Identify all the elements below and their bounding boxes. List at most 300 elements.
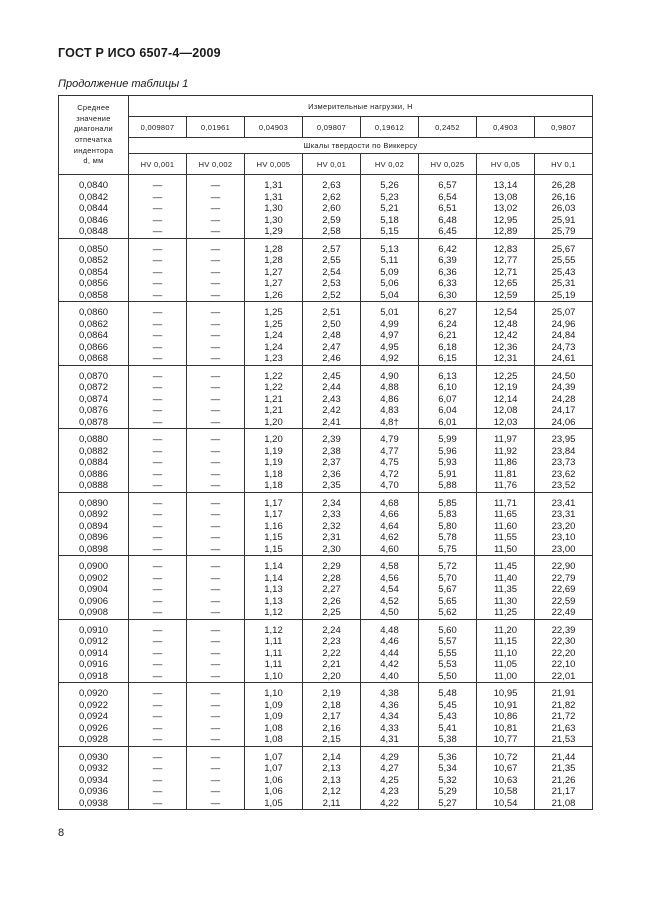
table-row (59, 244, 593, 256)
hardness-cell: 4,97 (361, 330, 419, 342)
hardness-cell: 6,54 (419, 192, 477, 204)
empty-value-cell: — (187, 192, 245, 204)
hardness-cell: 2,27 (303, 584, 361, 596)
hardness-cell: 1,30 (245, 215, 303, 227)
hardness-cell: 1,18 (245, 480, 303, 492)
hardness-cell: 1,31 (245, 192, 303, 204)
hardness-cell: 22,20 (535, 648, 593, 660)
table-row (59, 255, 593, 267)
table-row (59, 798, 593, 810)
scale-header: HV 0,1 (535, 154, 593, 175)
vickers-hardness-table (58, 95, 593, 810)
table-row (59, 711, 593, 723)
empty-value-cell: — (129, 417, 187, 429)
hardness-cell: 10,91 (477, 700, 535, 712)
hardness-cell: 4,79 (361, 434, 419, 446)
empty-value-cell: — (187, 775, 245, 787)
hardness-cell: 22,69 (535, 584, 593, 596)
hardness-cell: 6,15 (419, 353, 477, 365)
hardness-cell: 5,06 (361, 278, 419, 290)
table-row (59, 342, 593, 354)
hardness-cell: 2,57 (303, 244, 361, 256)
hardness-cell: 6,51 (419, 203, 477, 215)
hardness-cell: 4,64 (361, 521, 419, 533)
hardness-cell: 21,17 (535, 786, 593, 798)
hardness-cell: 12,89 (477, 226, 535, 238)
table-row (59, 480, 593, 492)
hardness-cell: 4,88 (361, 382, 419, 394)
hardness-cell: 22,59 (535, 596, 593, 608)
header-line: отпечатка (74, 135, 113, 144)
hardness-cell: 4,23 (361, 786, 419, 798)
hardness-cell: 5,53 (419, 659, 477, 671)
empty-value-cell: — (187, 723, 245, 735)
hardness-cell: 25,55 (535, 255, 593, 267)
hardness-cell: 4,75 (361, 457, 419, 469)
hardness-cell: 21,82 (535, 700, 593, 712)
diagonal-cell: 0,0930 (59, 752, 129, 764)
table-row (59, 752, 593, 764)
empty-value-cell: — (129, 584, 187, 596)
hardness-cell: 5,85 (419, 498, 477, 510)
hardness-cell: 2,25 (303, 607, 361, 619)
hardness-cell: 2,43 (303, 394, 361, 406)
hardness-cell: 26,28 (535, 180, 593, 192)
diagonal-cell: 0,0892 (59, 509, 129, 521)
empty-value-cell: — (129, 330, 187, 342)
empty-value-cell: — (129, 723, 187, 735)
empty-value-cell: — (129, 798, 187, 810)
hardness-cell: 21,08 (535, 798, 593, 810)
diagonal-cell: 0,0864 (59, 330, 129, 342)
hardness-cell: 1,15 (245, 532, 303, 544)
hardness-cell: 22,79 (535, 573, 593, 585)
header-line: индентора (73, 145, 114, 155)
hardness-cell: 10,81 (477, 723, 535, 735)
diagonal-cell: 0,0918 (59, 671, 129, 683)
hardness-cell: 2,37 (303, 457, 361, 469)
hardness-cell: 11,76 (477, 480, 535, 492)
hardness-cell: 2,28 (303, 573, 361, 585)
hardness-cell: 1,12 (245, 625, 303, 637)
scale-header: HV 0,001 (129, 154, 187, 175)
hardness-cell: 4,86 (361, 394, 419, 406)
hardness-cell: 1,13 (245, 584, 303, 596)
empty-value-cell: — (187, 786, 245, 798)
table-row (59, 446, 593, 458)
hardness-cell: 2,58 (303, 226, 361, 238)
table-row (59, 290, 593, 302)
hardness-cell: 11,92 (477, 446, 535, 458)
hardness-cell: 6,24 (419, 319, 477, 331)
hardness-cell: 2,32 (303, 521, 361, 533)
table-row (59, 382, 593, 394)
table-row (59, 671, 593, 683)
hardness-cell: 5,27 (419, 798, 477, 810)
empty-value-cell: — (187, 584, 245, 596)
load-value-header: 0,01961 (187, 117, 245, 138)
table-row (59, 394, 593, 406)
empty-value-cell: — (187, 417, 245, 429)
empty-value-cell: — (129, 688, 187, 700)
hardness-cell: 2,47 (303, 342, 361, 354)
table-row (59, 636, 593, 648)
empty-value-cell: — (187, 446, 245, 458)
diagonal-cell: 0,0936 (59, 786, 129, 798)
hardness-cell: 5,65 (419, 596, 477, 608)
table-row (59, 267, 593, 279)
hardness-cell: 5,57 (419, 636, 477, 648)
hardness-cell: 5,13 (361, 244, 419, 256)
hardness-cell: 5,62 (419, 607, 477, 619)
table-row (59, 723, 593, 735)
hardness-cell: 12,54 (477, 307, 535, 319)
hardness-cell: 5,38 (419, 734, 477, 746)
hardness-cell: 26,16 (535, 192, 593, 204)
hardness-cell: 12,08 (477, 405, 535, 417)
table-row (59, 596, 593, 608)
hardness-cell: 2,29 (303, 561, 361, 573)
empty-value-cell: — (187, 607, 245, 619)
hardness-cell: 1,17 (245, 509, 303, 521)
table-row (59, 509, 593, 521)
hardness-cell: 21,44 (535, 752, 593, 764)
hardness-cell: 1,27 (245, 267, 303, 279)
hardness-cell: 4,58 (361, 561, 419, 573)
empty-value-cell: — (129, 607, 187, 619)
table-row (59, 786, 593, 798)
hardness-cell: 4,60 (361, 544, 419, 556)
empty-value-cell: — (187, 688, 245, 700)
diagonal-cell: 0,0846 (59, 215, 129, 227)
hardness-cell: 6,33 (419, 278, 477, 290)
hardness-cell: 1,20 (245, 417, 303, 429)
hardness-cell: 26,03 (535, 203, 593, 215)
diagonal-cell: 0,0894 (59, 521, 129, 533)
empty-value-cell: — (129, 255, 187, 267)
hardness-cell: 4,66 (361, 509, 419, 521)
empty-value-cell: — (129, 457, 187, 469)
hardness-cell: 4,62 (361, 532, 419, 544)
empty-value-cell: — (187, 509, 245, 521)
hardness-cell: 1,23 (245, 353, 303, 365)
diagonal-cell: 0,0850 (59, 244, 129, 256)
load-value-header: 0,04903 (245, 117, 303, 138)
table-row (59, 457, 593, 469)
empty-value-cell: — (187, 255, 245, 267)
diagonal-cell: 0,0896 (59, 532, 129, 544)
table-row (59, 700, 593, 712)
empty-value-cell: — (129, 763, 187, 775)
hardness-cell: 5,93 (419, 457, 477, 469)
empty-value-cell: — (129, 671, 187, 683)
diagonal-cell: 0,0880 (59, 434, 129, 446)
empty-value-cell: — (129, 625, 187, 637)
empty-value-cell: — (129, 342, 187, 354)
diagonal-cell: 0,0906 (59, 596, 129, 608)
empty-value-cell: — (129, 573, 187, 585)
hardness-cell: 1,13 (245, 596, 303, 608)
hardness-cell: 22,90 (535, 561, 593, 573)
hardness-cell: 11,05 (477, 659, 535, 671)
diagonal-cell: 0,0920 (59, 688, 129, 700)
header-line: d, мм (83, 156, 104, 166)
hardness-cell: 5,96 (419, 446, 477, 458)
hardness-cell: 5,36 (419, 752, 477, 764)
hardness-cell: 1,11 (245, 648, 303, 660)
hardness-cell: 5,60 (419, 625, 477, 637)
hardness-cell: 11,00 (477, 671, 535, 683)
hardness-cell: 2,23 (303, 636, 361, 648)
hardness-cell: 2,21 (303, 659, 361, 671)
hardness-cell: 2,38 (303, 446, 361, 458)
empty-value-cell: — (129, 659, 187, 671)
diagonal-cell: 0,0890 (59, 498, 129, 510)
diagonal-cell: 0,0844 (59, 203, 129, 215)
diagonal-cell: 0,0866 (59, 342, 129, 354)
scale-header: HV 0,025 (419, 154, 477, 175)
hardness-cell: 12,25 (477, 371, 535, 383)
hardness-cell: 13,14 (477, 180, 535, 192)
empty-value-cell: — (187, 763, 245, 775)
hardness-cell: 22,10 (535, 659, 593, 671)
hardness-cell: 21,91 (535, 688, 593, 700)
hardness-cell: 4,40 (361, 671, 419, 683)
hardness-cell: 4,31 (361, 734, 419, 746)
hardness-cell: 25,67 (535, 244, 593, 256)
hardness-cell: 12,42 (477, 330, 535, 342)
empty-value-cell: — (129, 711, 187, 723)
hardness-cell: 25,43 (535, 267, 593, 279)
hardness-cell: 2,14 (303, 752, 361, 764)
table-row (59, 544, 593, 556)
hardness-cell: 12,19 (477, 382, 535, 394)
hardness-cell: 5,48 (419, 688, 477, 700)
empty-value-cell: — (129, 434, 187, 446)
hardness-cell: 4,83 (361, 405, 419, 417)
empty-value-cell: — (187, 544, 245, 556)
hardness-cell: 4,38 (361, 688, 419, 700)
table-row (59, 226, 593, 238)
hardness-cell: 12,14 (477, 394, 535, 406)
hardness-cell: 1,17 (245, 498, 303, 510)
hardness-cell: 1,09 (245, 700, 303, 712)
diagonal-cell: 0,0916 (59, 659, 129, 671)
hardness-cell: 6,18 (419, 342, 477, 354)
hardness-cell: 4,52 (361, 596, 419, 608)
hardness-cell: 12,36 (477, 342, 535, 354)
hardness-cell: 1,06 (245, 786, 303, 798)
hardness-cell: 5,32 (419, 775, 477, 787)
hardness-cell: 5,29 (419, 786, 477, 798)
hardness-cell: 12,65 (477, 278, 535, 290)
hardness-cell: 11,97 (477, 434, 535, 446)
hardness-cell: 11,55 (477, 532, 535, 544)
table-row (59, 405, 593, 417)
empty-value-cell: — (187, 353, 245, 365)
empty-value-cell: — (187, 290, 245, 302)
diagonal-cell: 0,0924 (59, 711, 129, 723)
hardness-cell: 12,71 (477, 267, 535, 279)
hardness-cell: 4,54 (361, 584, 419, 596)
table-row (59, 307, 593, 319)
table-row (59, 469, 593, 481)
hardness-cell: 6,39 (419, 255, 477, 267)
table-row (59, 521, 593, 533)
diagonal-cell: 0,0922 (59, 700, 129, 712)
diagonal-cell: 0,0902 (59, 573, 129, 585)
diagonal-cell: 0,0868 (59, 353, 129, 365)
empty-value-cell: — (129, 509, 187, 521)
hardness-cell: 6,21 (419, 330, 477, 342)
diagonal-cell: 0,0934 (59, 775, 129, 787)
hardness-cell: 23,00 (535, 544, 593, 556)
empty-value-cell: — (187, 561, 245, 573)
hardness-cell: 5,78 (419, 532, 477, 544)
empty-value-cell: — (129, 544, 187, 556)
table-row (59, 607, 593, 619)
table-row (59, 763, 593, 775)
empty-value-cell: — (129, 469, 187, 481)
diagonal-cell: 0,0852 (59, 255, 129, 267)
hardness-cell: 1,06 (245, 775, 303, 787)
table-row (59, 775, 593, 787)
empty-value-cell: — (187, 700, 245, 712)
hardness-cell: 2,15 (303, 734, 361, 746)
table-row (59, 734, 593, 746)
hardness-cell: 4,34 (361, 711, 419, 723)
hardness-cell: 4,27 (361, 763, 419, 775)
hardness-cell: 1,19 (245, 457, 303, 469)
hardness-cell: 24,17 (535, 405, 593, 417)
empty-value-cell: — (129, 353, 187, 365)
hardness-cell: 2,13 (303, 763, 361, 775)
table-row (59, 215, 593, 227)
hardness-cell: 4,44 (361, 648, 419, 660)
diagonal-cell: 0,0874 (59, 394, 129, 406)
hardness-cell: 24,73 (535, 342, 593, 354)
hardness-cell: 2,36 (303, 469, 361, 481)
hardness-cell: 4,92 (361, 353, 419, 365)
hardness-cell: 1,24 (245, 330, 303, 342)
hardness-cell: 2,26 (303, 596, 361, 608)
hardness-cell: 5,21 (361, 203, 419, 215)
hardness-cell: 5,50 (419, 671, 477, 683)
table-row (59, 278, 593, 290)
diagonal-cell: 0,0912 (59, 636, 129, 648)
empty-value-cell: — (129, 267, 187, 279)
diagonal-cell: 0,0904 (59, 584, 129, 596)
hardness-cell: 1,21 (245, 405, 303, 417)
hardness-cell: 2,60 (303, 203, 361, 215)
diagonal-cell: 0,0932 (59, 763, 129, 775)
hardness-cell: 5,43 (419, 711, 477, 723)
diagonal-cell: 0,0908 (59, 607, 129, 619)
hardness-cell: 1,30 (245, 203, 303, 215)
hardness-cell: 5,09 (361, 267, 419, 279)
hardness-cell: 2,17 (303, 711, 361, 723)
hardness-cell: 12,31 (477, 353, 535, 365)
hardness-cell: 11,35 (477, 584, 535, 596)
hardness-cell: 4,95 (361, 342, 419, 354)
hardness-cell: 4,48 (361, 625, 419, 637)
empty-value-cell: — (129, 786, 187, 798)
hardness-cell: 12,77 (477, 255, 535, 267)
hardness-cell: 2,55 (303, 255, 361, 267)
hardness-cell: 2,46 (303, 353, 361, 365)
hardness-cell: 2,50 (303, 319, 361, 331)
hardness-cell: 1,15 (245, 544, 303, 556)
load-value-header: 0,19612 (361, 117, 419, 138)
empty-value-cell: — (187, 278, 245, 290)
hardness-cell: 10,86 (477, 711, 535, 723)
hardness-cell: 5,83 (419, 509, 477, 521)
hardness-cell: 1,27 (245, 278, 303, 290)
hardness-cell: 5,91 (419, 469, 477, 481)
hardness-cell: 6,30 (419, 290, 477, 302)
hardness-cell: 6,07 (419, 394, 477, 406)
empty-value-cell: — (129, 734, 187, 746)
hardness-cell: 5,01 (361, 307, 419, 319)
hardness-cell: 5,04 (361, 290, 419, 302)
hardness-cell: 2,19 (303, 688, 361, 700)
empty-value-cell: — (129, 561, 187, 573)
hardness-cell: 1,07 (245, 763, 303, 775)
hardness-cell: 24,28 (535, 394, 593, 406)
hardness-cell: 5,80 (419, 521, 477, 533)
hardness-cell: 24,84 (535, 330, 593, 342)
hardness-cell: 1,26 (245, 290, 303, 302)
hardness-cell: 2,41 (303, 417, 361, 429)
page-number: 8 (58, 827, 65, 839)
table-row (59, 625, 593, 637)
diagonal-cell: 0,0928 (59, 734, 129, 746)
hardness-cell: 2,39 (303, 434, 361, 446)
hardness-cell: 11,60 (477, 521, 535, 533)
empty-value-cell: — (187, 636, 245, 648)
empty-value-cell: — (187, 469, 245, 481)
hardness-cell: 4,90 (361, 371, 419, 383)
table-body (59, 175, 593, 810)
table-row (59, 330, 593, 342)
hardness-cell: 2,44 (303, 382, 361, 394)
hardness-cell: 23,10 (535, 532, 593, 544)
empty-value-cell: — (129, 180, 187, 192)
hardness-cell: 12,03 (477, 417, 535, 429)
empty-value-cell: — (129, 752, 187, 764)
hardness-cell: 25,19 (535, 290, 593, 302)
diagonal-cell: 0,0938 (59, 798, 129, 810)
hardness-cell: 1,08 (245, 734, 303, 746)
hardness-cell: 25,31 (535, 278, 593, 290)
hardness-cell: 13,02 (477, 203, 535, 215)
load-value-header: 0,4903 (477, 117, 535, 138)
hardness-cell: 2,16 (303, 723, 361, 735)
table-row (59, 417, 593, 429)
hardness-cell: 11,81 (477, 469, 535, 481)
hardness-cell: 12,59 (477, 290, 535, 302)
hardness-cell: 4,25 (361, 775, 419, 787)
hardness-cell: 4,70 (361, 480, 419, 492)
hardness-cell: 11,20 (477, 625, 535, 637)
diagonal-cell: 0,0872 (59, 382, 129, 394)
hardness-cell: 5,88 (419, 480, 477, 492)
hardness-cell: 2,63 (303, 180, 361, 192)
empty-value-cell: — (187, 573, 245, 585)
diagonal-cell: 0,0860 (59, 307, 129, 319)
hardness-cell: 24,39 (535, 382, 593, 394)
hardness-cell: 5,18 (361, 215, 419, 227)
